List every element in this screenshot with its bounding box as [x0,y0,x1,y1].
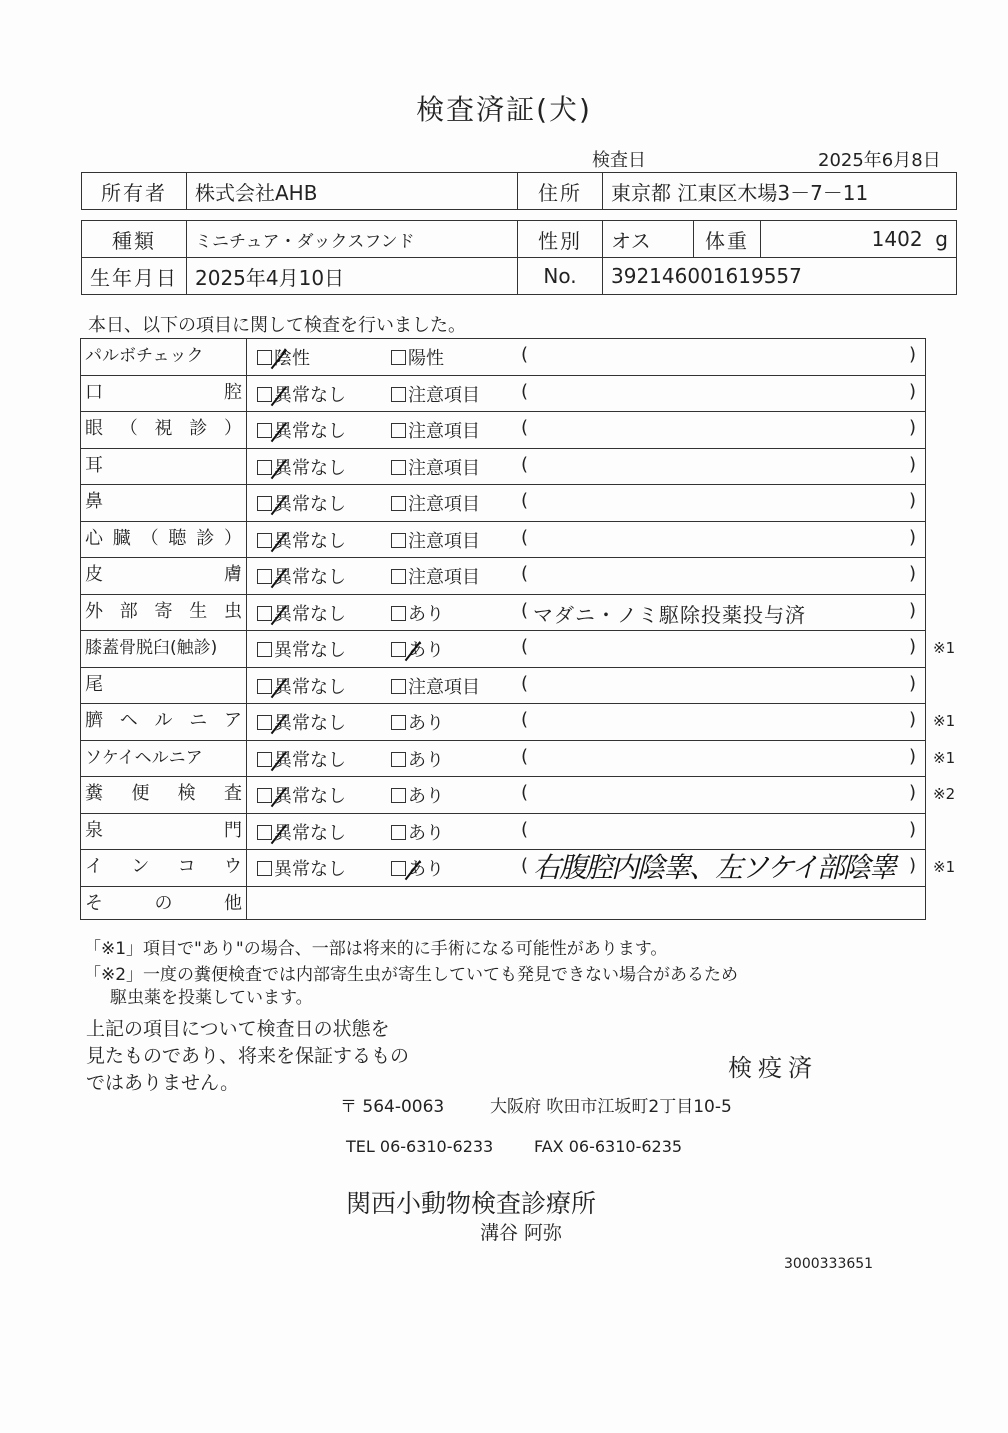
exam-opt2 [391,454,480,480]
exam-opt1 [257,344,310,370]
exam-opt2 [391,490,480,516]
checked-box-icon[interactable] [257,496,272,511]
footnote-marker: ※1 [933,639,956,657]
exam-option-label: 異常なし [274,822,346,844]
quarantine-stamp: 検疫済 [728,1054,818,1082]
clinic-address: 大阪府 吹田市江坂町2丁目10-5 [490,1097,732,1117]
exam-opt2 [391,563,480,589]
open-paren: ( [521,599,529,621]
exam-opt2 [391,855,444,881]
exam-option-label: 注意項目 [408,676,480,698]
exam-opt2 [391,381,480,407]
exam-item-name: ソケイヘルニア [81,741,247,777]
exam-opt1 [257,782,346,808]
exam-row [80,703,956,740]
birthdate-value: 2025年4月10日 [187,258,518,295]
checkbox-icon[interactable] [391,350,406,365]
exam-option-label: 異常なし [274,421,346,442]
exam-row [80,375,926,412]
checked-box-icon[interactable] [257,569,272,584]
footnote-2-line2: 駆虫薬を投薬しています。 [110,988,313,1008]
owner-value: 株式会社AHB [187,173,518,210]
exam-row [80,813,926,850]
exam-opt2 [391,344,444,370]
number-label: No. [518,258,603,295]
exam-opt2 [391,746,444,772]
disclaimer-line1: 上記の項目について検査日の状態を [86,1018,390,1040]
close-paren: ) [909,526,917,548]
open-paren: ( [521,745,529,767]
exam-opt1 [257,490,346,516]
close-paren: ) [909,453,917,475]
close-paren: ) [909,672,917,694]
checked-box-icon[interactable] [257,752,272,767]
disclaimer-line2: 見たものであり、将来を保証するもの [86,1045,410,1067]
close-paren: ) [909,782,917,803]
checkbox-icon[interactable] [391,387,406,402]
open-paren: ( [521,782,529,803]
open-paren: ( [521,453,529,475]
footnote-2-line1: 「※2」一度の糞便検査では内部寄生虫が寄生していても発見できない場合があるため [84,965,739,985]
exam-date-label: 検査日 [592,150,646,171]
open-paren: ( [521,855,529,876]
checkbox-icon[interactable] [391,825,406,840]
open-paren: ( [521,709,529,730]
checked-box-icon[interactable] [257,460,272,475]
checked-box-icon[interactable] [257,533,272,548]
exam-option-label: あり [408,822,444,844]
checkbox-icon[interactable] [391,533,406,548]
exam-option-label: 異常なし [274,530,346,552]
checked-box-icon[interactable] [257,679,272,694]
open-paren: ( [521,380,529,402]
owner-table [81,172,957,210]
checked-box-icon[interactable] [391,861,406,876]
checked-box-icon[interactable] [257,606,272,621]
close-paren: ) [909,417,917,438]
exam-option-label: あり [408,786,444,807]
exam-opt2 [391,819,444,845]
checked-box-icon[interactable] [257,715,272,730]
open-paren: ( [521,672,529,694]
exam-opt2 [391,636,444,662]
exam-row [80,667,926,704]
checked-box-icon[interactable] [257,825,272,840]
weight-unit: g [935,227,948,251]
exam-option-label: 陰性 [274,348,310,369]
address-label: 住所 [518,173,603,210]
exam-opt1 [257,417,346,443]
footnote-1: 「※1」項目で"あり"の場合、一部は将来的に手術になる可能性があります。 [84,939,668,959]
checkbox-icon[interactable] [391,569,406,584]
exam-option-label: 異常なし [274,384,346,406]
pet-info-table [81,220,957,295]
clinic-name: 関西小動物検査診療所 [346,1189,597,1218]
exam-item-name: 尾 [81,668,247,704]
exam-item-name: 膝蓋骨脱臼(触診) [81,631,247,667]
footnote-marker: ※2 [933,785,956,803]
exam-item-name: 外 部 寄 生 虫 [81,595,247,631]
footnote-marker: ※1 [933,858,956,876]
close-paren: ) [909,599,917,621]
close-paren: ) [909,344,917,365]
open-paren: ( [521,344,529,365]
exam-note: マダニ・ノミ駆除投薬投与済 [533,602,806,627]
exam-item-name: パルボチェック [81,339,247,375]
exam-option-label: 注意項目 [408,457,480,479]
exam-date-value: 2025年6月8日 [818,150,941,171]
open-paren: ( [521,526,529,548]
checkbox-icon[interactable] [257,642,272,657]
checked-box-icon[interactable] [257,788,272,803]
exam-option-label: あり [408,603,444,625]
exam-option-label: 異常なし [274,494,346,515]
weight-value [761,221,957,258]
checkbox-icon[interactable] [391,606,406,621]
exam-option-label: 異常なし [274,567,346,588]
checked-box-icon[interactable] [257,423,272,438]
exam-opt2 [391,673,480,699]
checkbox-icon[interactable] [391,679,406,694]
exam-option-label: あり [408,713,444,734]
sex-value: オス [603,221,694,258]
exam-row [80,886,926,920]
exam-row [80,521,926,558]
breed-label: 種類 [82,221,187,258]
sex-label: 性別 [518,221,603,258]
close-paren: ) [909,563,917,584]
exam-opt1 [257,636,346,662]
clinic-postal: 〒 564-0063 [340,1097,445,1117]
clinic-tel: TEL 06-6310-6233 [346,1137,494,1156]
exam-opt1 [257,600,346,626]
exam-row [80,776,956,813]
exam-option-label: 異常なし [274,457,346,479]
exam-opt1 [257,673,346,699]
close-paren: ) [909,818,917,840]
disclaimer-line3: ではありません。 [86,1072,240,1094]
exam-opt1 [257,819,346,845]
number-value: 392146001619557 [603,258,957,295]
exam-opt1 [257,454,346,480]
close-paren: ) [909,745,917,767]
exam-table [80,338,956,920]
checkbox-icon[interactable] [391,496,406,511]
exam-item-name: イ ン コ ウ [81,850,247,886]
open-paren: ( [521,818,529,840]
close-paren: ) [909,855,917,876]
exam-option-label: 注意項目 [408,384,480,406]
exam-row [80,594,926,631]
exam-option-label: 注意項目 [408,567,480,588]
exam-opt1 [257,709,346,735]
document-title: 検査済証(犬) [416,93,592,126]
address-value: 東京都 江東区木場3－7－11 [603,173,957,210]
exam-opt1 [257,746,346,772]
checked-box-icon[interactable] [391,642,406,657]
checkbox-icon[interactable] [391,715,406,730]
checkbox-icon[interactable] [391,752,406,767]
open-paren: ( [521,417,529,438]
exam-item-name: 眼 （ 視 診 ） [81,412,247,448]
exam-opt1 [257,381,346,407]
exam-opt2 [391,417,480,443]
exam-item-name: 糞 便 検 査 [81,777,247,813]
checked-box-icon[interactable] [257,387,272,402]
open-paren: ( [521,636,529,657]
exam-option-label: 異常なし [274,786,346,807]
clinic-fax: FAX 06-6310-6235 [534,1137,683,1156]
exam-item-name: 皮 膚 [81,558,247,594]
breed-value: ミニチュア・ダックスフンド [187,221,518,258]
exam-option-label: 異常なし [274,749,346,771]
close-paren: ) [909,490,917,511]
exam-option-label: 異常なし [274,603,346,625]
checkbox-icon[interactable] [391,423,406,438]
exam-item-name: 泉 門 [81,814,247,850]
exam-row [80,484,926,521]
exam-opt1 [257,527,346,553]
exam-item-name: 口 腔 [81,376,247,412]
exam-opt2 [391,782,444,808]
exam-option-label: 注意項目 [408,421,480,442]
exam-opt2 [391,527,480,553]
exam-row [80,849,956,886]
exam-option-label: 異常なし [274,859,346,880]
exam-option-label: 異常なし [274,676,346,698]
birthdate-label: 生年月日 [82,258,187,295]
footnote-marker: ※1 [933,748,956,767]
exam-option-label: 陽性 [408,348,444,369]
exam-row [80,557,926,594]
exam-option-label: あり [408,859,444,880]
exam-option-label: 注意項目 [408,530,480,552]
exam-item-name: 耳 [81,449,247,485]
exam-opt1 [257,855,346,881]
exam-row [80,411,926,448]
weight-number: 1402 [871,227,923,251]
checkbox-icon[interactable] [257,861,272,876]
checkbox-icon[interactable] [391,460,406,475]
exam-row [80,740,956,777]
close-paren: ) [909,709,917,730]
exam-option-label: 異常なし [274,640,346,661]
exam-opt2 [391,600,444,626]
close-paren: ) [909,636,917,657]
close-paren: ) [909,380,917,402]
exam-option-label: あり [408,749,444,771]
exam-item-name: 心 臓 （ 聴 診 ） [81,522,247,558]
checkbox-icon[interactable] [391,788,406,803]
exam-item-name: 臍 ヘ ル ニ ア [81,704,247,740]
footnote-marker: ※1 [933,712,956,730]
exam-option-label: 注意項目 [408,494,480,515]
exam-row [80,338,926,375]
checked-box-icon[interactable] [257,350,272,365]
open-paren: ( [521,563,529,584]
handwritten-note: 右腹腔内陰睾、左ソケイ部陰睾 [533,851,895,884]
exam-option-label: あり [408,640,444,661]
exam-row [80,448,926,485]
exam-opt2 [391,709,444,735]
exam-row [80,630,956,667]
owner-label: 所有者 [82,173,187,210]
exam-item-name: そ の 他 [81,887,247,919]
exam-opt1 [257,563,346,589]
clinic-doctor: 溝谷 阿弥 [480,1222,563,1244]
intro-text: 本日、以下の項目に関して検査を行いました。 [88,315,466,336]
exam-option-label: 異常なし [274,713,346,734]
open-paren: ( [521,490,529,511]
weight-label: 体重 [694,221,761,258]
exam-item-name: 鼻 [81,485,247,521]
document-number: 3000333651 [784,1256,874,1272]
